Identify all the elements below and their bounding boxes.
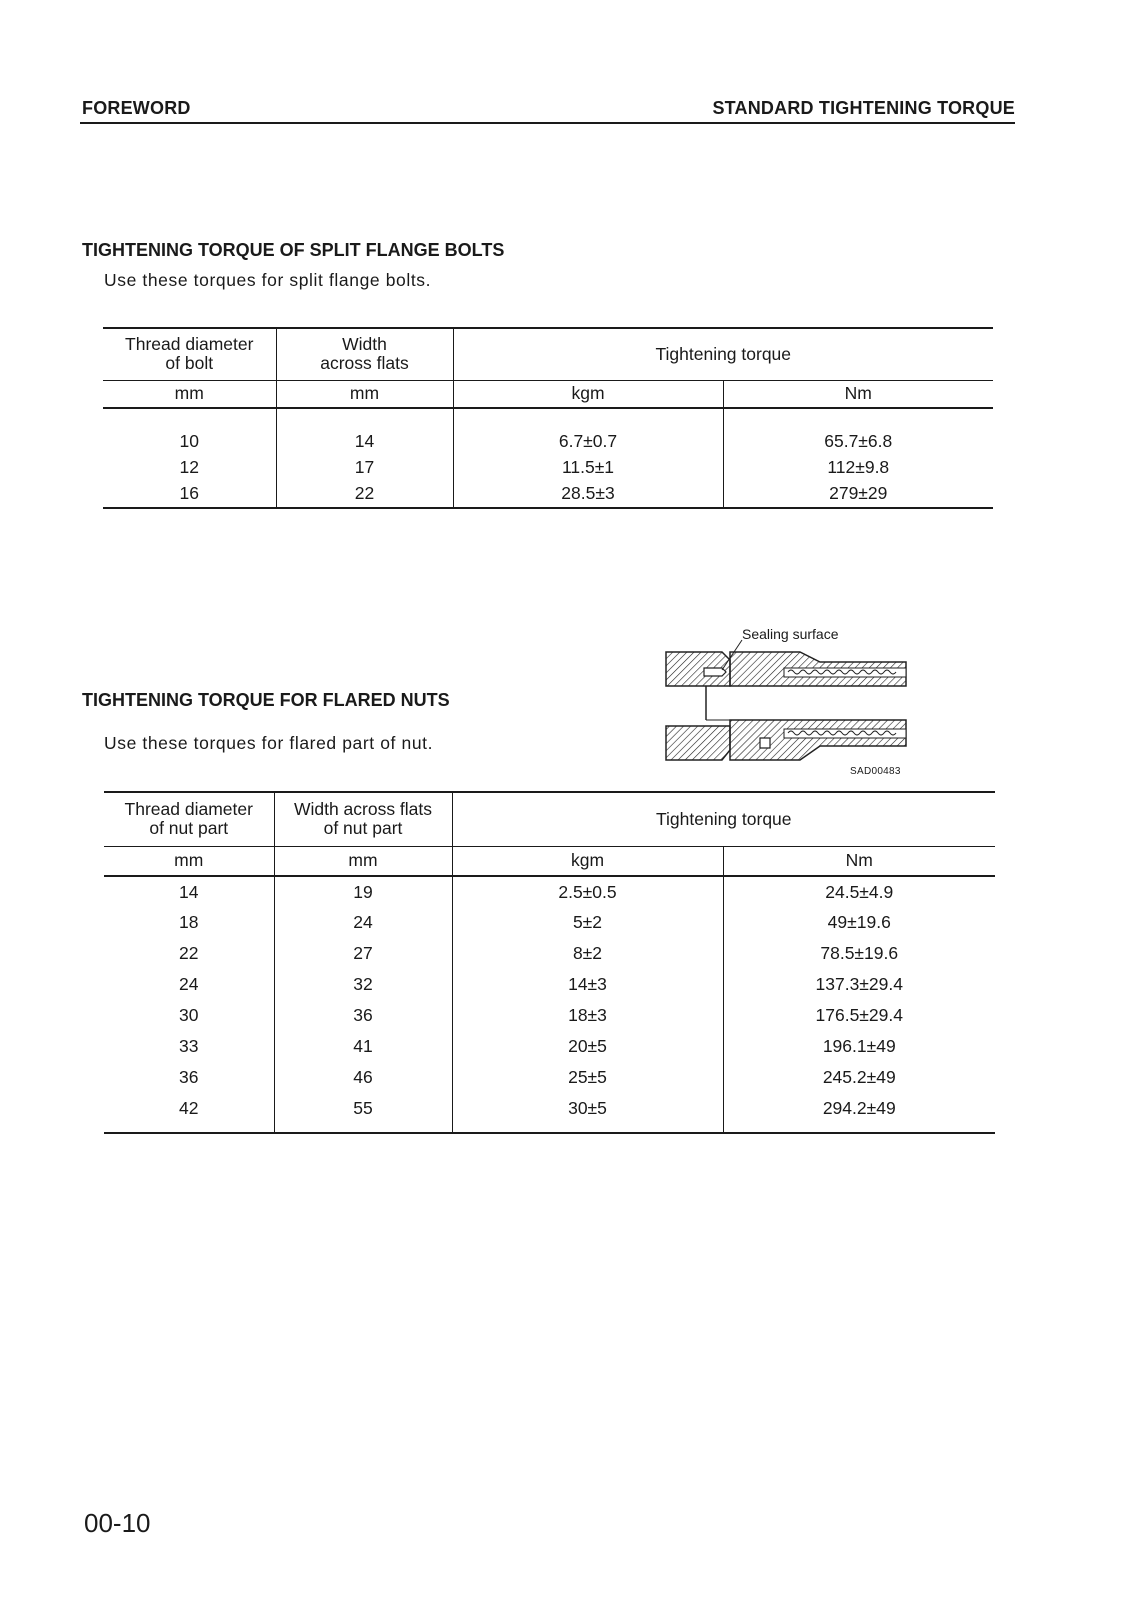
table-row xyxy=(103,480,993,508)
unit-cell: mm xyxy=(103,380,276,408)
header-line: of nut part xyxy=(323,818,403,839)
cell-kgm: 8±2 xyxy=(452,938,723,969)
table-row xyxy=(104,876,995,907)
split-flange-table xyxy=(103,327,993,509)
cell-thread: 18 xyxy=(104,907,274,938)
table-row xyxy=(104,907,995,938)
table-row xyxy=(104,938,995,969)
unit-cell: Nm xyxy=(723,846,995,876)
table-row xyxy=(104,1031,995,1062)
sealing-surface-lower xyxy=(760,738,770,748)
col-tightening-torque-header: Tightening torque xyxy=(655,808,792,829)
cell-width: 32 xyxy=(274,969,452,1000)
header-line: Thread diameter xyxy=(124,799,253,820)
cell-width: 17 xyxy=(276,454,453,480)
cell-thread: 12 xyxy=(103,454,276,480)
header-line: of bolt xyxy=(165,353,214,374)
cell-width: 36 xyxy=(274,1000,452,1031)
unit-cell: mm xyxy=(276,380,453,408)
header-line: Width xyxy=(342,334,387,355)
cell-width: 22 xyxy=(276,480,453,508)
cell-thread: 16 xyxy=(103,480,276,508)
col-thread-diameter-header xyxy=(103,328,276,380)
header-line: across flats xyxy=(320,353,409,374)
cell-kgm: 2.5±0.5 xyxy=(452,876,723,907)
figure-code: SAD00483 xyxy=(850,766,901,777)
split-flange-description: Use these torques for split flange bolts. xyxy=(104,270,432,290)
cell-width: 27 xyxy=(274,938,452,969)
cell-kgm: 5±2 xyxy=(452,907,723,938)
cell-nm: 112±9.8 xyxy=(827,456,890,477)
col-thread-diameter-header xyxy=(104,792,274,846)
cell-kgm: 28.5±3 xyxy=(453,480,723,508)
flared-nuts-title: TIGHTENING TORQUE FOR FLARED NUTS xyxy=(82,690,450,710)
cell-width: 19 xyxy=(274,876,452,907)
cell-nm: 137.3±29.4 xyxy=(815,974,903,994)
cell-width: 46 xyxy=(274,1062,452,1093)
table-row xyxy=(104,1062,995,1093)
cell-kgm: 20±5 xyxy=(452,1031,723,1062)
flared-nuts-table xyxy=(104,791,995,1134)
cell-nm: 245.2±49 xyxy=(822,1067,896,1087)
cell-thread: 42 xyxy=(104,1093,274,1133)
header-line: Thread diameter xyxy=(125,334,254,355)
col-width-across-flats-header xyxy=(276,328,453,380)
table-row xyxy=(104,969,995,1000)
nut-lower xyxy=(666,726,730,760)
sealing-surface-label: Sealing surface xyxy=(742,626,839,642)
header-line: of nut part xyxy=(149,818,229,839)
col-width-across-flats-header xyxy=(274,792,452,846)
cell-kgm: 14±3 xyxy=(452,969,723,1000)
table-row xyxy=(104,1000,995,1031)
split-flange-title: TIGHTENING TORQUE OF SPLIT FLANGE BOLTS xyxy=(82,240,505,260)
hose-braid-upper xyxy=(784,668,906,677)
cell-width: 41 xyxy=(274,1031,452,1062)
header-rule xyxy=(80,122,1015,124)
cell-nm: 49±19.6 xyxy=(827,912,891,932)
cell-kgm: 18±3 xyxy=(452,1000,723,1031)
header-section-title: FOREWORD xyxy=(82,98,191,118)
page-number: 00-10 xyxy=(84,1508,151,1538)
header-line: Width across flats xyxy=(293,799,433,820)
unit-cell: Nm xyxy=(723,380,993,408)
cell-thread: 14 xyxy=(104,876,274,907)
cell-nm: 279±29 xyxy=(829,483,888,503)
cell-kgm: 30±5 xyxy=(452,1093,723,1133)
flared-nuts-description: Use these torques for flared part of nut. xyxy=(104,733,434,753)
table-row xyxy=(103,428,993,454)
flared-nut-diagram xyxy=(660,622,920,782)
unit-cell: mm xyxy=(274,846,452,876)
cell-thread: 36 xyxy=(104,1062,274,1093)
cell-thread: 22 xyxy=(104,938,274,969)
cell-thread: 30 xyxy=(104,1000,274,1031)
cell-nm: 196.1±49 xyxy=(822,1036,896,1056)
cell-nm: 176.5±29.4 xyxy=(815,1005,903,1025)
cell-nm: 24.5±4.9 xyxy=(825,881,894,902)
col-tightening-torque-header: Tightening torque xyxy=(655,343,792,364)
unit-cell: mm xyxy=(104,846,274,876)
cell-kgm: 11.5±1 xyxy=(453,454,723,480)
cell-nm: 294.2±49 xyxy=(822,1098,896,1118)
hose-braid-lower xyxy=(784,729,906,738)
table-row xyxy=(104,1093,995,1133)
fitting-lower xyxy=(730,720,906,760)
cell-width: 55 xyxy=(274,1093,452,1133)
header-chapter-title: STANDARD TIGHTENING TORQUE xyxy=(712,98,1015,118)
cell-kgm: 6.7±0.7 xyxy=(453,428,723,454)
cell-nm: 78.5±19.6 xyxy=(820,943,899,963)
cell-width: 24 xyxy=(274,907,452,938)
flared-nut-figure xyxy=(660,622,920,782)
cell-thread: 10 xyxy=(103,428,276,454)
cell-kgm: 25±5 xyxy=(452,1062,723,1093)
cell-thread: 33 xyxy=(104,1031,274,1062)
cell-nm: 65.7±6.8 xyxy=(824,430,893,451)
unit-cell: kgm xyxy=(453,380,723,408)
table-row xyxy=(103,454,993,480)
cell-thread: 24 xyxy=(104,969,274,1000)
cell-width: 14 xyxy=(276,428,453,454)
unit-cell: kgm xyxy=(452,846,723,876)
